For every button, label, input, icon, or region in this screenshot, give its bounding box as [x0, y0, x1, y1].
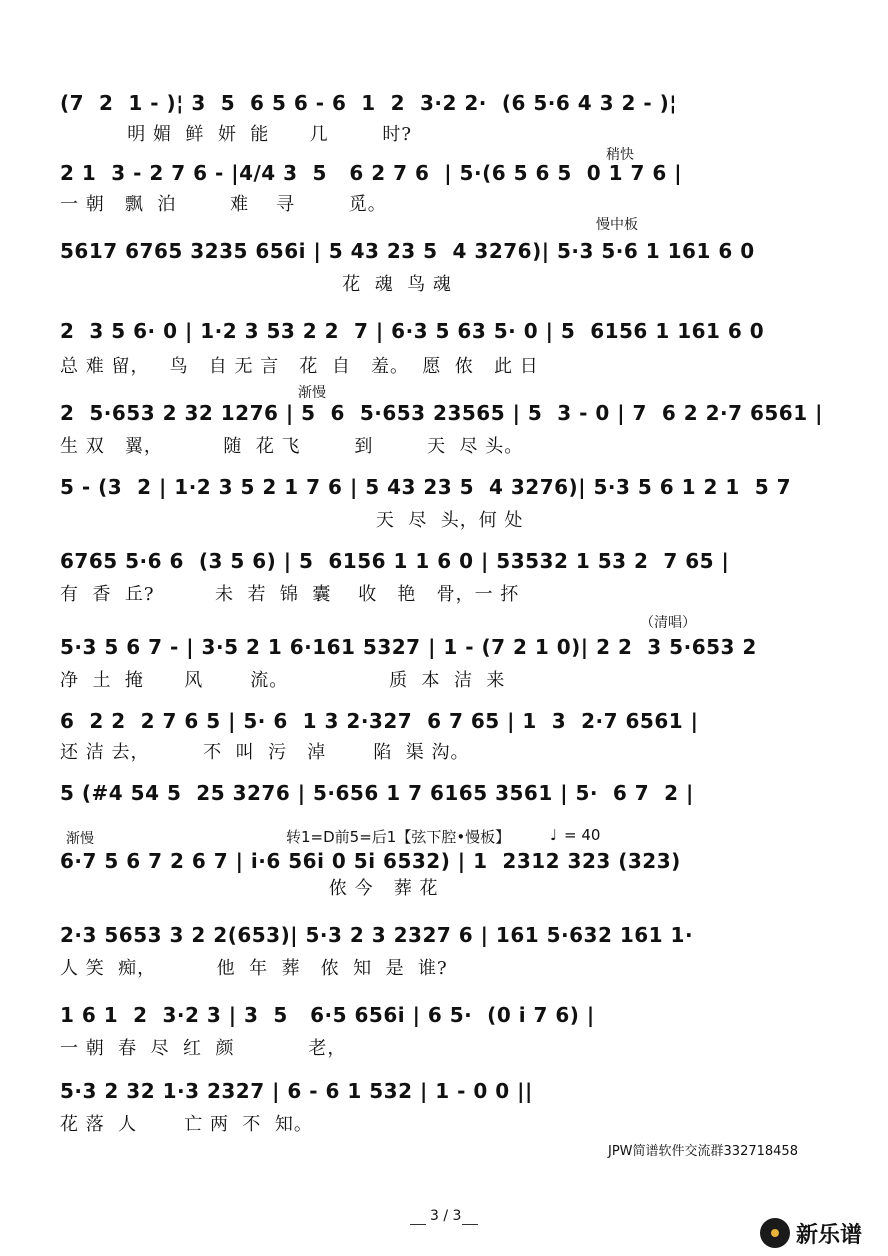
notation-line: 2·3 5653 3 2 2(653)| 5·3 2 3 2327 6 | 161 5·632 161 1· [60, 923, 694, 947]
lyrics-line: 明 媚 鲜 妍 能 几 时? [60, 124, 413, 145]
tempo-value: = 40 [564, 826, 601, 844]
tempo-mark: 慢中板 [596, 217, 638, 233]
credit-text: JPW简谱软件交流群332718458 [608, 1144, 798, 1159]
lyrics-line: 还 洁 去， 不 叫 污 淖 陷 渠 沟。 [60, 742, 470, 763]
lyrics-line: 净 土 掩 风 流。 质 本 洁 来 [60, 670, 506, 691]
notation-line: (7 2 1 - )¦ 3 5 6 5 6 - 6 1 2 3·2 2· (6 5·6 4 3 2 - )¦ [60, 91, 678, 115]
notation-line: 2 5·653 2 32 1276 | 5 6 5·653 23565 | 5 3 - 0 | 7 6 2 2·7 6561 | [60, 401, 823, 425]
notation-line: 6·7 5 6 7 2 6 7 | i·6 56i 0 5i 6532) | 1 2312 323 (323) [60, 849, 681, 873]
notation-line: 2 3 5 6· 0 | 1·2 3 53 2 2 7 | 6·3 5 63 5· 0 | 5 6156 1 161 6 0 [60, 319, 765, 343]
lyrics-line: 生 双 翼， 随 花 飞 到 天 尽 头。 [60, 436, 524, 457]
notation-line: 5 - (3 2 | 1·2 3 5 2 1 7 6 | 5 43 23 5 4 3276)| 5·3 5 6 1 2 1 5 7 [60, 475, 792, 499]
page-rule [410, 1224, 426, 1225]
notation-line: 5 (#4 54 5 25 3276 | 5·656 1 7 6165 3561 | 5· 6 7 2 | [60, 781, 694, 805]
notation-line: 5·3 5 6 7 - | 3·5 2 1 6·161 5327 | 1 - (7 2 1 0)| 2 2 3 5·653 2 [60, 635, 757, 659]
lyrics-line: 一 朝 飘 泊 难 寻 觅。 [60, 194, 387, 215]
record-disc-icon [760, 1218, 790, 1248]
lyrics-line: 花 落 人 亡 两 不 知。 [60, 1114, 313, 1135]
notation-line: 5·3 2 32 1·3 2327 | 6 - 6 1 532 | 1 - 0 0 || [60, 1079, 533, 1103]
performance-mark: （清唱） [640, 615, 696, 631]
tempo-mark: 渐慢 [66, 831, 94, 847]
page-rule [462, 1224, 478, 1225]
tempo-mark: 渐慢 [298, 385, 326, 401]
key-change-text: 转1=D前5=后1【弦下腔•慢板】 [286, 828, 511, 846]
key-change-line [60, 826, 830, 848]
notation-line: 2 1 3 - 2 7 6 - |4/4 3 5 6 2 7 6 | 5·(6 5 6 5 0 1 7 6 | [60, 161, 683, 185]
lyrics-line: 天 尽 头，何 处 [60, 510, 524, 531]
notation-line: 5617 6765 3235 656i | 5 43 23 5 4 3276)| 5·3 5·6 1 161 6 0 [60, 239, 755, 263]
lyrics-line: 侬 今 葬 花 [60, 878, 439, 899]
lyrics-line: 人 笑 痴， 他 年 葬 侬 知 是 谁? [60, 958, 448, 979]
notation-line: 1 6 1 2 3·2 3 | 3 5 6·5 656i | 6 5· (0 i 7 6) | [60, 1003, 595, 1027]
lyrics-line: 总 难 留， 鸟 自 无 言 花 自 羞。 愿 侬 此 日 [60, 356, 539, 377]
lyrics-line: 一 朝 春 尽 红 颜 老， [60, 1038, 347, 1059]
lyrics-line: 花 魂 鸟 魂 [60, 274, 452, 295]
lyrics-line: 有 香 丘? 未 若 锦 囊 收 艳 骨，一 抔 [60, 584, 520, 605]
brand-logo [760, 1216, 862, 1250]
page-number: 3 / 3 [430, 1208, 462, 1224]
notation-line: 6765 5·6 6 (3 5 6) | 5 6156 1 1 6 0 | 53532 1 53 2 7 65 | [60, 549, 730, 573]
tempo-mark: 稍快 [606, 147, 634, 163]
quarter-note-icon: ♩ [550, 826, 558, 844]
notation-line: 6 2 2 2 7 6 5 | 5· 6 1 3 2·327 6 7 65 | 1 3 2·7 6561 | [60, 709, 699, 733]
brand-name: 新乐谱 [796, 1222, 863, 1248]
